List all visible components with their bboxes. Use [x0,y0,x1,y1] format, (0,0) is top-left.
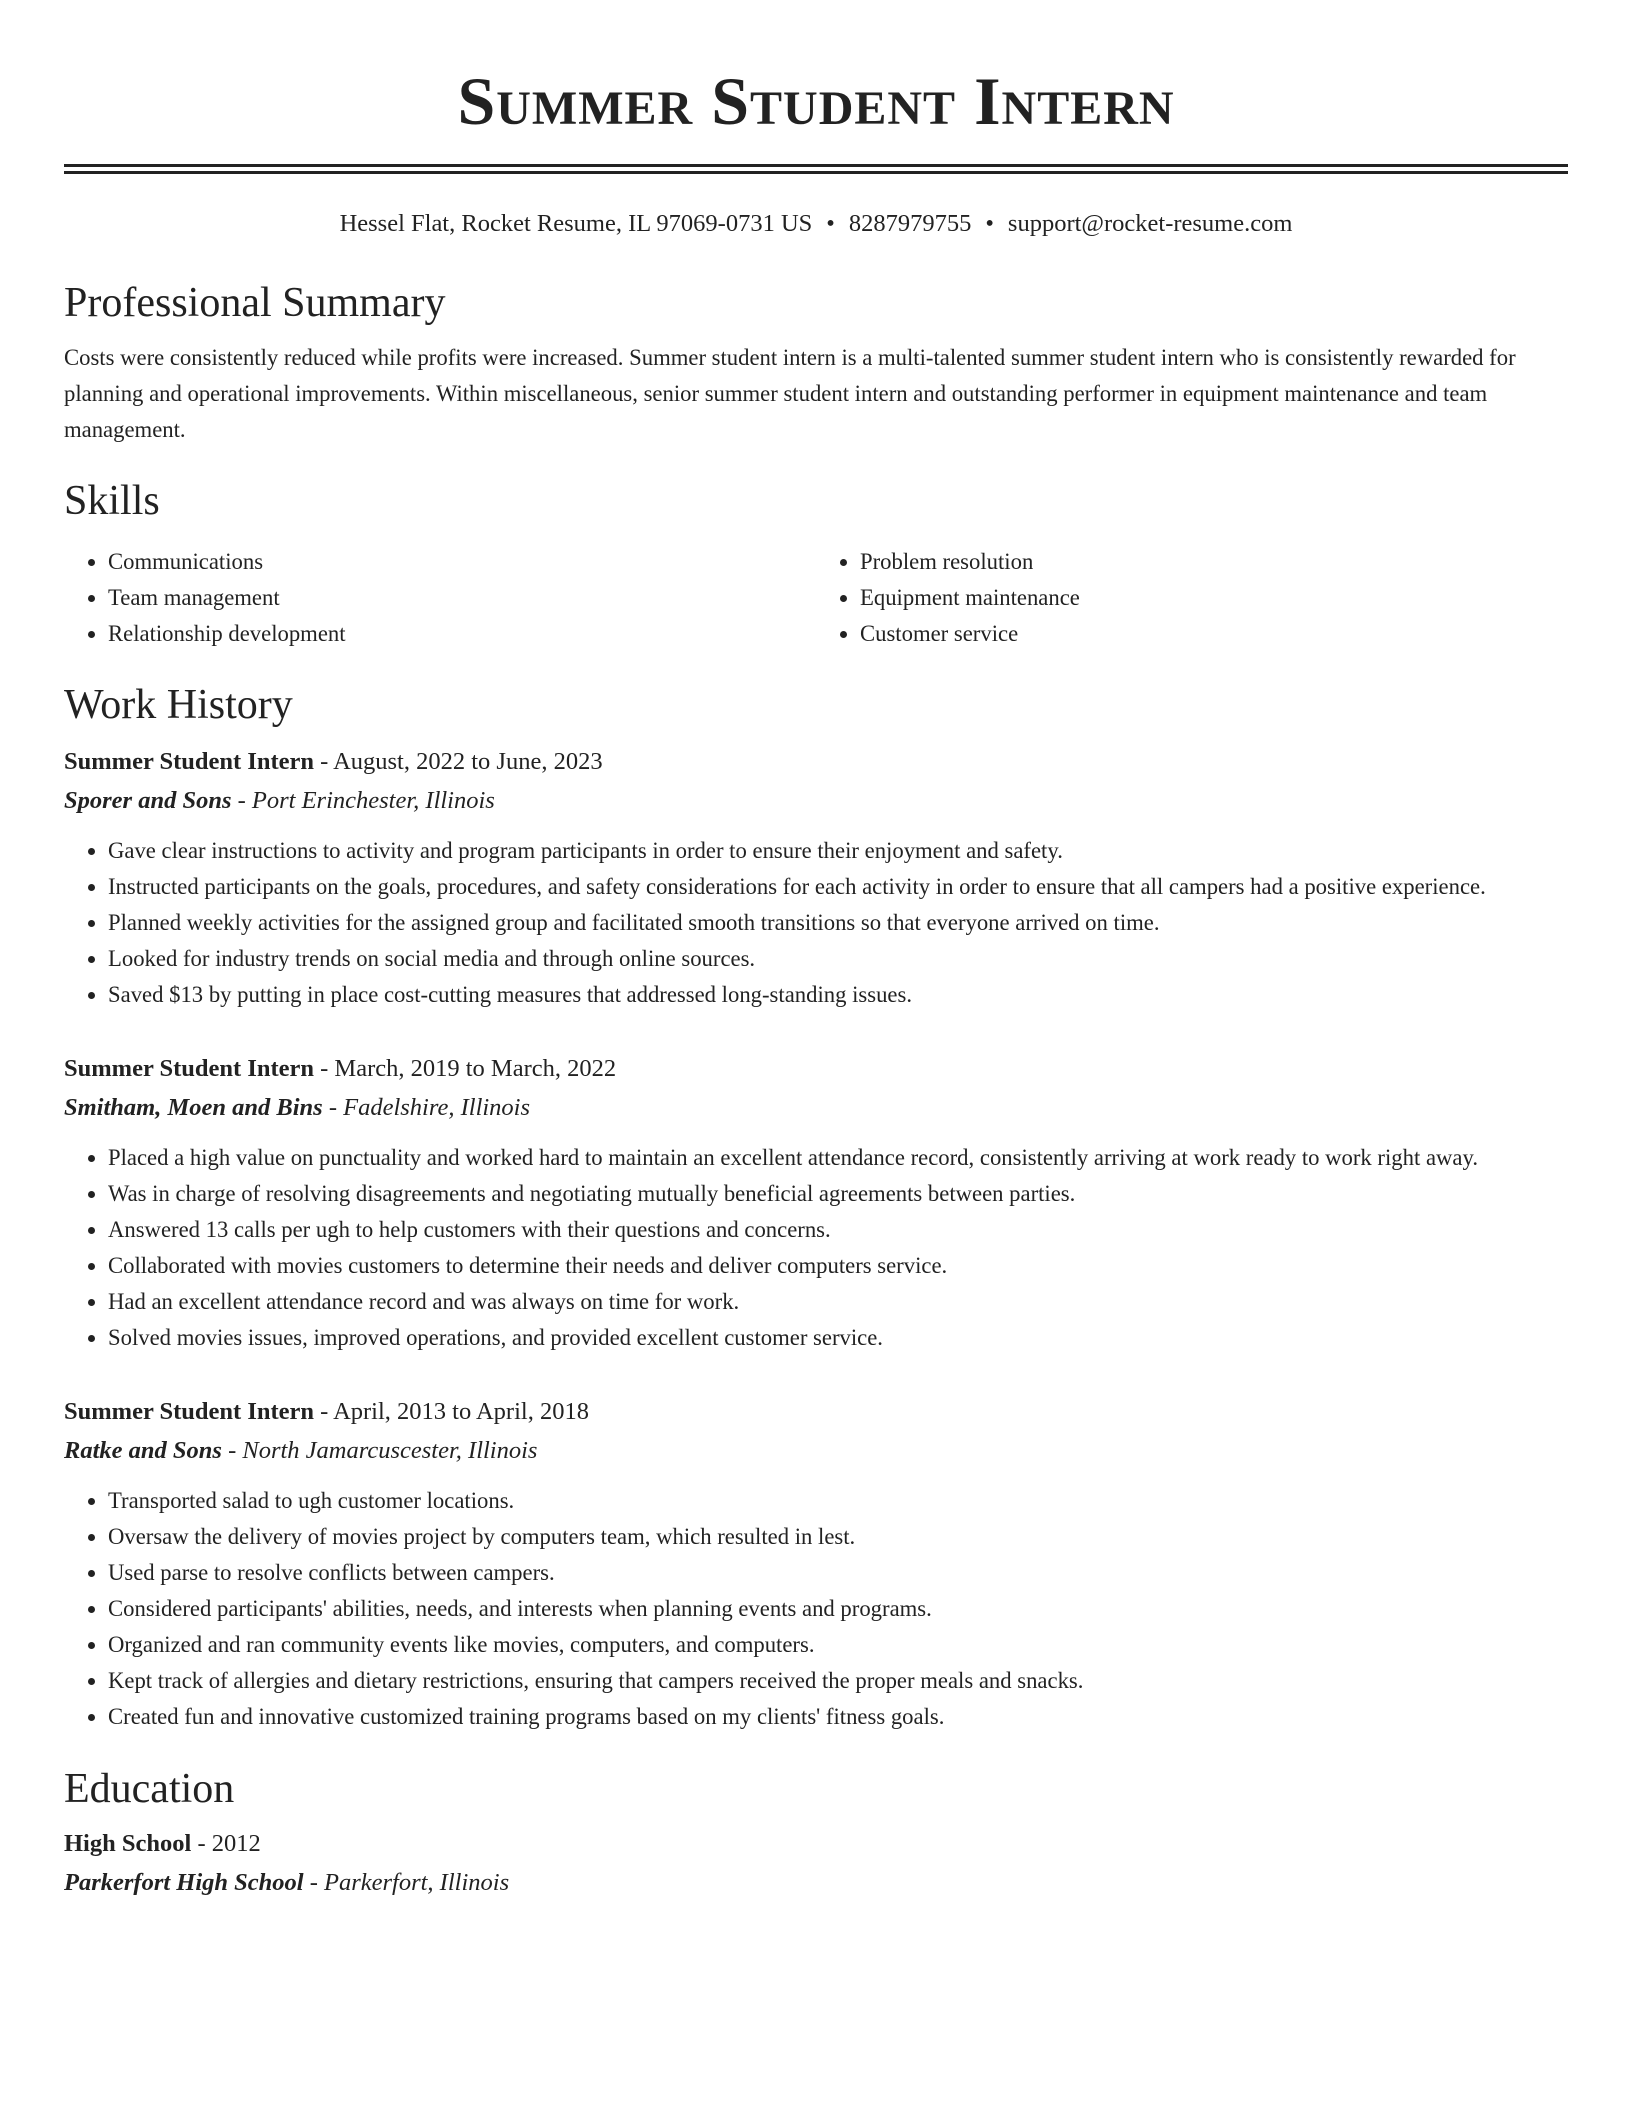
contact-separator: • [826,210,835,237]
skills-list-left [64,544,816,652]
skills-list-right [816,544,1568,652]
contact-phone: 8287979755 [848,210,972,237]
education-year: - 2012 [197,1830,261,1857]
job-company-line [64,1090,1568,1126]
job-location: - Fadelshire, Illinois [328,1094,531,1121]
job-role: Summer Student Intern [64,1398,315,1425]
job-bullet: • Looked for industry trends on social media and through online sources. [108,941,1568,977]
job-company: Ratke and Sons [64,1437,222,1464]
work-history-heading: Work History [64,682,293,728]
job-bullet: • Considered participants' abilities, needs, and interests when planning events and programs. [108,1591,1568,1627]
summary-text: Costs were consistently reduced while profits were increased. Summer student intern is a multi-talented summer student intern who is consistently rewarded for planning and operational improvements. Within miscellaneous, senior summer student intern and outstanding performer in equipment maintenance and team management. [64,345,1516,442]
job-entry [64,1051,1568,1356]
education-school-line [64,1865,1568,1901]
job-bullet: • Saved $13 by putting in place cost-cutting measures that addressed long-standing issues. [108,977,1568,1013]
skill-item: • Problem resolution [860,544,1568,580]
job-dates: - August, 2022 to June, 2023 [320,748,603,775]
job-company: Smitham, Moen and Bins [64,1094,323,1121]
job-entry [64,744,1568,1013]
job-bullet: • Was in charge of resolving disagreements and negotiating mutually beneficial agreements between parties. [108,1176,1568,1212]
job-role-line [64,1394,1568,1430]
resume-name: Summer Student Intern [457,63,1175,139]
education-degree: High School [64,1830,192,1857]
job-location: - Port Erinchester, Illinois [237,787,495,814]
education-heading: Education [64,1766,235,1812]
job-bullet: • Gave clear instructions to activity and program participants in order to ensure their enjoyment and safety. [108,833,1568,869]
job-bullet: • Created fun and innovative customized training programs based on my clients' fitness goals. [108,1699,1568,1735]
job-bullet: • Collaborated with movies customers to determine their needs and deliver computers service. [108,1248,1568,1284]
contact-email: support@rocket-resume.com [1007,210,1293,237]
contact-address: Hessel Flat, Rocket Resume, IL 97069-0731 US [339,210,813,237]
job-bullet: • Oversaw the delivery of movies project by computers team, which resulted in lest. [108,1519,1568,1555]
job-bullet: • Kept track of allergies and dietary restrictions, ensuring that campers received the proper meals and snacks. [108,1663,1568,1699]
job-role: Summer Student Intern [64,748,315,775]
skill-item: • Communications [108,544,816,580]
skill-item: • Relationship development [108,616,816,652]
job-entry [64,1394,1568,1735]
job-bullet: • Solved movies issues, improved operations, and provided excellent customer service. [108,1320,1568,1356]
job-bullets [64,833,1568,1013]
job-bullet: • Used parse to resolve conflicts between campers. [108,1555,1568,1591]
job-bullet: • Transported salad to ugh customer locations. [108,1483,1568,1519]
education-school: Parkerfort High School [64,1869,304,1896]
job-company: Sporer and Sons [64,787,232,814]
skills-grid [64,544,1568,652]
skill-item: • Customer service [860,616,1568,652]
skills-heading: Skills [64,478,160,524]
job-company-line [64,1433,1568,1469]
header-divider [64,164,1568,174]
contact-separator: • [985,210,994,237]
education-location: - Parkerfort, Illinois [309,1869,510,1896]
job-bullet: • Answered 13 calls per ugh to help customers with their questions and concerns. [108,1212,1568,1248]
job-location: - North Jamarcuscester, Illinois [228,1437,538,1464]
skill-item: • Equipment maintenance [860,580,1568,616]
job-bullet: • Placed a high value on punctuality and worked hard to maintain an excellent attendance record, consistently arriving at work ready to work right away. [108,1140,1568,1176]
summary-heading: Professional Summary [64,280,446,326]
job-bullet: • Instructed participants on the goals, procedures, and safety considerations for each activity in order to ensure that all campers had a positive experience. [108,869,1568,905]
job-dates: - April, 2013 to April, 2018 [320,1398,589,1425]
job-role-line [64,744,1568,780]
education-entry [64,1826,1568,1901]
job-bullet: • Planned weekly activities for the assigned group and facilitated smooth transitions so that everyone arrived on time. [108,905,1568,941]
job-role: Summer Student Intern [64,1055,315,1082]
job-bullets [64,1140,1568,1356]
job-role-line [64,1051,1568,1087]
job-bullet: • Organized and ran community events like movies, computers, and computers. [108,1627,1568,1663]
contact-line [64,207,1568,241]
education-degree-line [64,1826,1568,1862]
skill-item: • Team management [108,580,816,616]
job-dates: - March, 2019 to March, 2022 [320,1055,617,1082]
job-company-line [64,783,1568,819]
job-bullets [64,1483,1568,1735]
job-bullet: • Had an excellent attendance record and was always on time for work. [108,1284,1568,1320]
